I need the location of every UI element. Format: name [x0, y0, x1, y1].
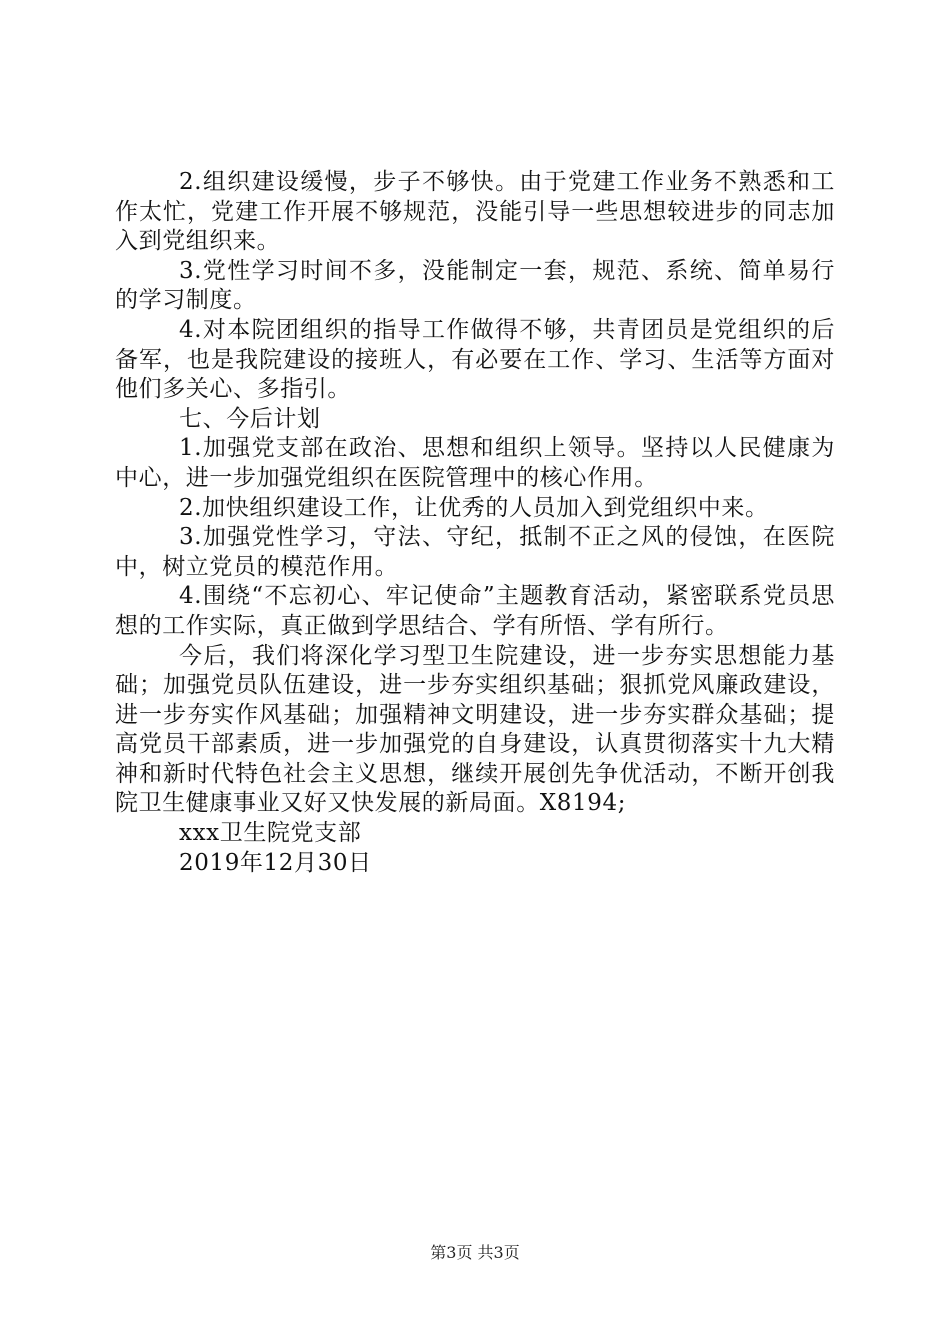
paragraph-plan-4: 4.围绕“不忘初心、牢记使命”主题教育活动，紧密联系党员思想的工作实际，真正做到学思结合、学有所悟、学有所行。 — [115, 583, 835, 639]
paragraph-issue-4: 4.对本院团组织的指导工作做得不够，共青团员是党组织的后备军，也是我院建设的接班人，有必要在工作、学习、生活等方面对他们多关心、多指引。 — [115, 316, 835, 403]
signature-organization: xxx卫生院党支部 — [179, 820, 362, 847]
paragraph-issue-2: 2.组织建设缓慢，步子不够快。由于党建工作业务不熟悉和工作太忙，党建工作开展不够规范，没能引导一些思想较进步的同志加入到党组织来。 — [115, 169, 835, 255]
document-body — [115, 168, 835, 878]
paragraph-plan-2: 2.加快组织建设工作，让优秀的人员加入到党组织中来。 — [179, 494, 769, 521]
signature-date: 2019年12月30日 — [179, 849, 372, 876]
paragraph-plan-3: 3.加强党性学习，守法、守纪，抵制不正之风的侵蚀，在医院中，树立党员的模范作用。 — [115, 524, 835, 580]
paragraph-issue-3: 3.党性学习时间不多，没能制定一套，规范、系统、简单易行的学习制度。 — [115, 257, 835, 314]
section-heading-future-plan: 七、今后计划 — [179, 405, 321, 432]
paragraph-conclusion: 今后，我们将深化学习型卫生院建设，进一步夯实思想能力基础；加强党员队伍建设，进一步夯实组织基础；狠抓党风廉政建设，进一步夯实作风基础；加强精神文明建设，进一步夯实群众基础；提高党员干部素质，进一步加强党的自身建设，认真贯彻落实十九大精神和新时代特色社会主义思想，继续开展创先争优活动，不断开创我院卫生健康事业又好又快发展的新局面。X8194; — [115, 642, 835, 817]
page-number-footer: 第3页 共3页 — [430, 1243, 520, 1262]
paragraph-plan-1: 1.加强党支部在政治、思想和组织上领导。坚持以人民健康为中心，进一步加强党组织在医院管理中的核心作用。 — [115, 435, 835, 491]
